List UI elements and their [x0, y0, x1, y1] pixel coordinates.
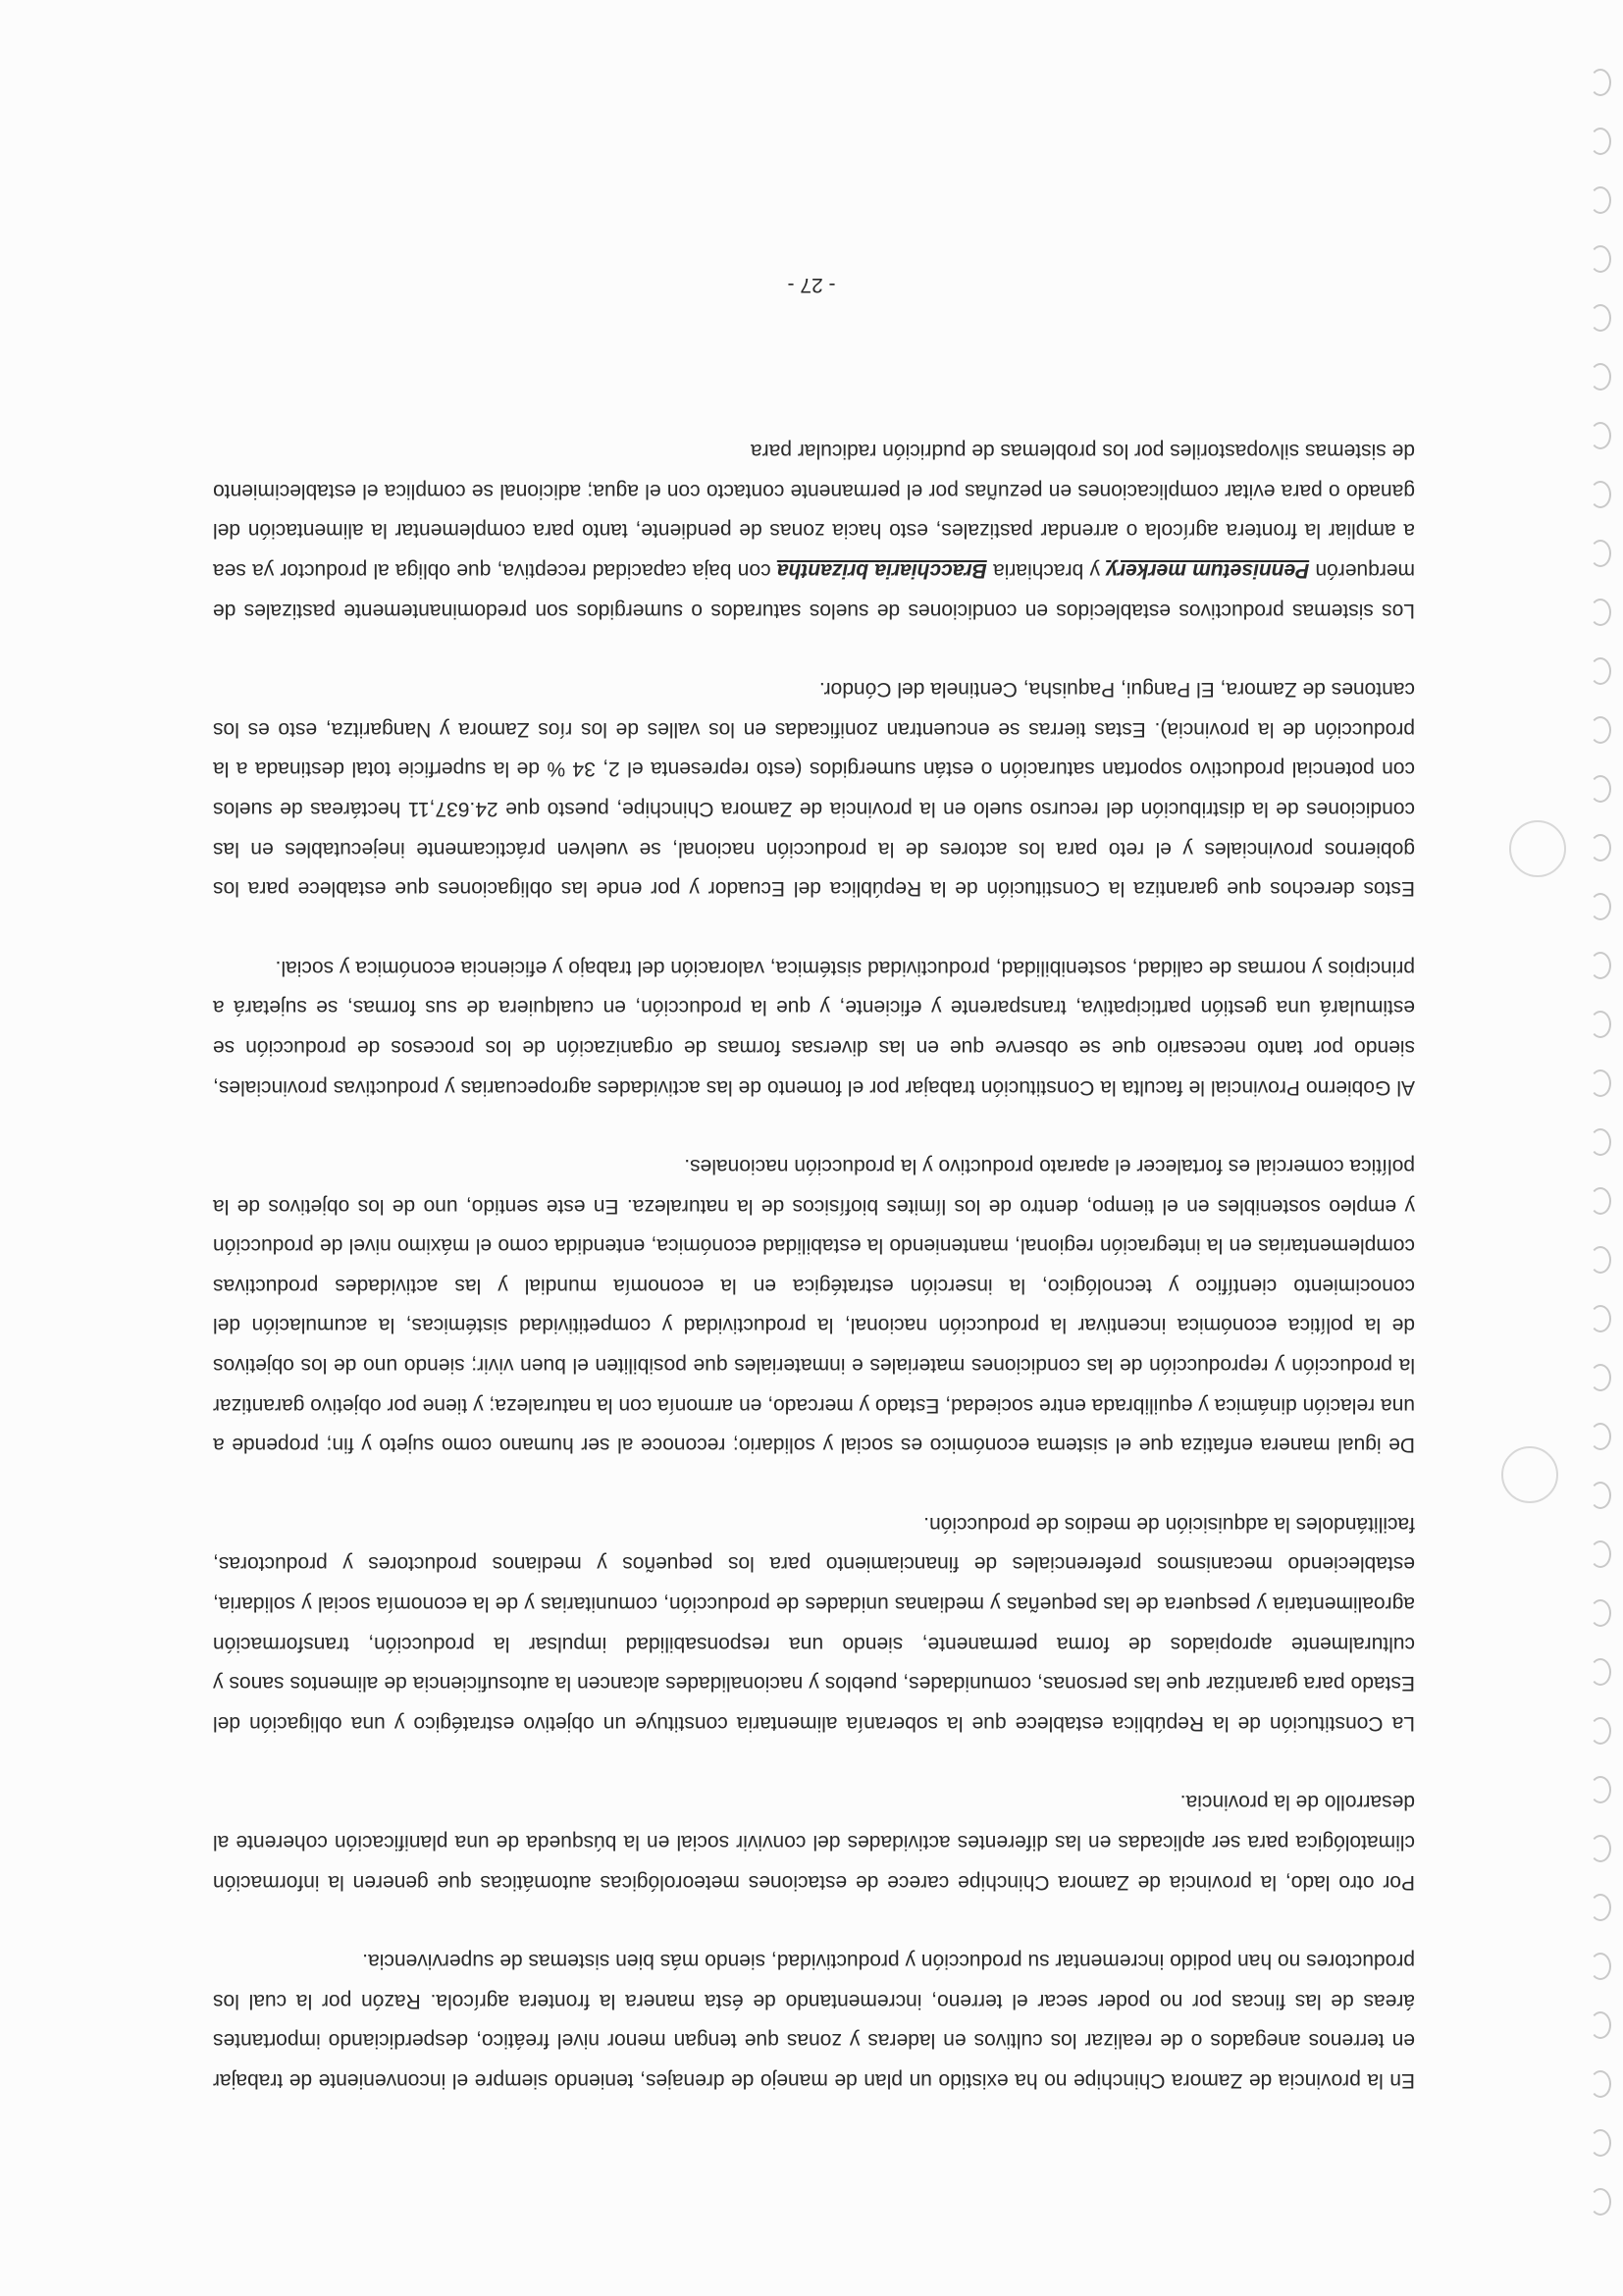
binder-hole-icon [1590, 1246, 1611, 1274]
productive-systems-text-1: Los sistemas productivos establecidos en condiciones de suelos saturados o sumergidos son predominantemente pastizales de merquerón [213, 559, 1415, 622]
binder-hole-icon [1590, 1364, 1611, 1391]
binder-hole-icon [1590, 2188, 1611, 2216]
binder-hole-icon [1590, 893, 1611, 920]
binder-hole-icon [1590, 952, 1611, 979]
binder-hole-icon [1590, 2129, 1611, 2157]
species-bracchiaria: Bracchiaria brizantha [776, 559, 987, 582]
binder-hole-icon [1590, 599, 1611, 626]
binder-hole-icon [1590, 1540, 1611, 1568]
page-number: - 27 - [787, 274, 836, 296]
paragraph-weather-stations: Por otro lado, la provincia de Zamora Chinchipe carece de estaciones meteorológicas automáticas que generen la información climatológica para ser aplicadas en las diferentes actividades del convivir social en la búsqueda de una planificación coherente al desarrollo de la provincia. [213, 1791, 1415, 1894]
binder-hole-icon [1590, 304, 1611, 332]
binder-hole-icon [1590, 1776, 1611, 1803]
binder-hole-icon [1590, 1835, 1611, 1862]
paragraph-drainage: En la provincia de Zamora Chinchipe no ha existido un plan de manejo de drenajes, teniendo siempre el inconveniente de trabajar en terrenos anegados o de realizar los cultivos en laderas y zonas que tengan menor nivel freático, desperdiciando importantes áreas de las fincas por no poder secar el terreno, incrementando de ésta manera la frontera agrícola. Razón por la cual los productores no han podido incrementar su producción y productividad, siendo más bien sistemas de supervivencia. [213, 1950, 1415, 2092]
binder-hole-icon [1590, 69, 1611, 96]
productive-systems-text-3: con baja capacidad receptiva, que obliga al productor ya sea a ampliar la frontera agrícola o arrendar pastizales, esto hacia zonas de pendiente, tanto para complementar la alimentación del ganado o para evitar complicaciones en pezuñas por el permanente contacto con el agua; adicional se complica el establecimiento de sistemas silvopastoriles por los problemas de pudrición radicular para [213, 440, 1415, 582]
paragraph-food-sovereignty: La Constitución de la República establece que la soberanía alimentaria constituye un objetivo estratégico y una obligación del Estado para garantizar que las personas, comunidades, pueblos y nacionalidades alcancen la autosuficiencia de alimentos sanos y culturalmente apropiados de forma permanente, siendo una responsabilidad impulsar la producción, transformación agroalimentaria y pesquera de las pequeñas y medianas unidades de producción, comunitarias y de la economía social y solidaria, estableciendo mecanismos preferenciales de financiamiento para los pequeños y medianos productores y productoras, facilitándoles la adquisición de medios de producción. [213, 1512, 1415, 1735]
paragraph-provincial-government: Al Gobierno Provincial le faculta la Constitución trabajar por el fomento de las actividades agropecuarias y productivas provinciales, siendo por tanto necesario que se observe que en las diversas formas de organización de los procesos de producción se estimulará una gestión participativa, transparente y eficiente, y que la producción, en cualquiera de sus formas, se sujetará a principios y normas de calidad, sostenibilidad, productividad sistémica, valoración del trabajo y eficiencia económica y social. [213, 956, 1415, 1099]
binder-hole-icon [1590, 422, 1611, 449]
binder-hole-icon [1590, 1717, 1611, 1745]
binder-hole-icon [1590, 1011, 1611, 1038]
body-text [213, 391, 1415, 2100]
binder-hole-icon [1590, 186, 1611, 214]
binder-hole-icon [1590, 1658, 1611, 1686]
binder-hole-icon [1590, 481, 1611, 508]
paragraph-productive-systems [213, 431, 1415, 630]
punch-hole-icon [1509, 820, 1566, 877]
paragraph-economic-system: De igual manera enfatiza que el sistema económico es social y solidario; reconoce al ser humano como sujeto y fin; propende a una relación dinámica y equilibrada entre sociedad, Estado y mercado, en armonía con la naturaleza; y tiene por objetivo garantizar la producción y reproducción de las condiciones materiales e inmateriales que posibiliten el buen vivir; siendo uno de los objetivos de la política económica incentivar la producción nacional, la productividad y competitividad sistémicas, la acumulación del conocimiento científico y tecnológico, la inserción estratégica en la economía mundial y las actividades productivas complementarias en la integración regional, manteniendo la estabilidad económica, entendida como el máximo nivel de producción y empleo sostenibles en el tiempo, dentro de los límites biofísicos de la naturaleza. En este sentido, uno de los objetivos de la política comercial es fortalecer el aparato productivo y la producción nacionales. [213, 1155, 1415, 1457]
binder-hole-icon [1590, 1187, 1611, 1215]
binder-hole-icon [1590, 1423, 1611, 1450]
punch-hole-icon [1501, 1446, 1558, 1503]
binder-hole-icon [1590, 2011, 1611, 2039]
binder-hole-icon [1590, 1953, 1611, 1980]
binder-hole-icon [1590, 1305, 1611, 1332]
binder-hole-icon [1590, 1482, 1611, 1509]
paragraph-constitution-rights: Estos derechos que garantiza la Constitución de la República del Ecuador y por ende las obligaciones que establece para los gobiernos provinciales y el reto para los actores de la producción nacional, se vuelven prácticamente inejecutables en las condiciones de la distribución del recurso suelo en la provincia de Zamora Chinchipe, puesto que 24.637,11 hectáreas de suelos con potencial productivo soportan saturación o están sumergidos (esto representa el 2, 34 % de la superficie total destinada a la producción de la provincia). Estas tierras se encuentran zonificadas en los valles de los ríos Zamora y Nangaritza, esto es los cantones de Zamora, El Pangui, Paquisha, Centinela del Cóndor. [213, 678, 1415, 901]
species-pennisetum: Pennisetum merkery [1106, 559, 1310, 582]
binder-hole-icon [1590, 775, 1611, 803]
binder-hole-icon [1590, 1599, 1611, 1627]
binder-holes [1590, 69, 1619, 2267]
binder-hole-icon [1590, 657, 1611, 685]
productive-systems-text-2: y brachiaria [993, 559, 1100, 582]
binder-hole-icon [1590, 1070, 1611, 1097]
binder-hole-icon [1590, 1894, 1611, 1921]
binder-hole-icon [1590, 2070, 1611, 2098]
binder-hole-icon [1590, 245, 1611, 273]
binder-hole-icon [1590, 716, 1611, 744]
binder-hole-icon [1590, 363, 1611, 391]
binder-hole-icon [1590, 540, 1611, 567]
binder-hole-icon [1590, 128, 1611, 155]
binder-hole-icon [1590, 1128, 1611, 1156]
binder-hole-icon [1590, 834, 1611, 861]
